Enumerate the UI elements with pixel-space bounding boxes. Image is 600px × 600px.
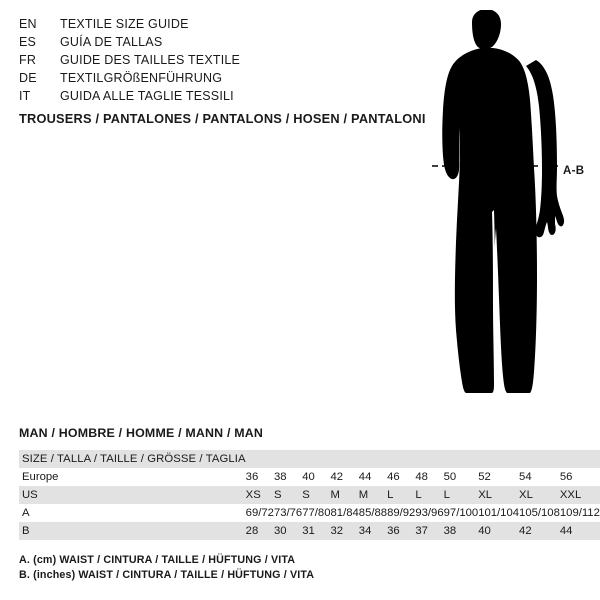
cell: 97/100 (444, 504, 479, 522)
footnote-a: A. (cm) WAIST / CINTURA / TAILLE / HÜFTUNG / VITA (19, 554, 296, 566)
cell: 46 (387, 468, 415, 486)
cell: 40 (478, 522, 519, 540)
footnote-b: B. (inches) WAIST / CINTURA / TAILLE / HÜFTUNG / VITA (19, 568, 315, 581)
cell: 32 (331, 522, 359, 540)
cell: 48 (415, 468, 443, 486)
cell: 37 (415, 522, 443, 540)
cell: 34 (359, 522, 387, 540)
language-list (19, 15, 349, 105)
cell: 81/84 (331, 504, 359, 522)
cell: 69/72 (246, 504, 274, 522)
language-text: TEXTILGRÖßENFÜHRUNG (60, 71, 223, 85)
row-label: B (19, 522, 246, 540)
cell: 31 (302, 522, 330, 540)
size-table (19, 450, 600, 540)
cell: 109/112 (560, 504, 600, 522)
row-label: SIZE / TALLA / TAILLE / GRÖSSE / TAGLIA (19, 450, 246, 468)
language-row (19, 69, 349, 87)
table-row (19, 468, 600, 486)
language-code: EN (19, 17, 37, 31)
cell: 89/92 (387, 504, 415, 522)
cell: XXL (560, 486, 600, 504)
row-label: Europe (19, 468, 246, 486)
cell: 42 (519, 522, 560, 540)
table-row (19, 522, 600, 540)
table-row (19, 504, 600, 522)
row-label: A (19, 504, 246, 522)
cell (302, 450, 330, 468)
row-label: US (19, 486, 246, 504)
language-code: IT (19, 89, 31, 103)
language-row (19, 33, 349, 51)
cell (444, 450, 479, 468)
language-code: ES (19, 35, 37, 49)
cell: S (274, 486, 302, 504)
cell: L (444, 486, 479, 504)
cell: 30 (274, 522, 302, 540)
cell: XL (519, 486, 560, 504)
language-code: DE (19, 71, 37, 85)
cell: 28 (246, 522, 274, 540)
product-title: TROUSERS / PANTALONES / PANTALONS / HOSEN / PANTALONI (19, 111, 426, 126)
cell: L (387, 486, 415, 504)
cell (331, 450, 359, 468)
cell (359, 450, 387, 468)
cell: 52 (478, 468, 519, 486)
cell: 38 (444, 522, 479, 540)
cell: 73/76 (274, 504, 302, 522)
cell: 42 (331, 468, 359, 486)
cell: 36 (387, 522, 415, 540)
cell: 93/96 (415, 504, 443, 522)
table-row (19, 450, 600, 468)
cell: 56 (560, 468, 600, 486)
language-row (19, 51, 349, 69)
language-text: GUÍA DE TALLAS (60, 35, 163, 49)
cell: 105/108 (519, 504, 560, 522)
footnotes (19, 553, 314, 582)
cell: 44 (359, 468, 387, 486)
cell: 54 (519, 468, 560, 486)
cell (274, 450, 302, 468)
language-row (19, 15, 349, 33)
cell (478, 450, 519, 468)
cell (415, 450, 443, 468)
cell: XS (246, 486, 274, 504)
cell: 50 (444, 468, 479, 486)
cell: 44 (560, 522, 600, 540)
cell: 36 (246, 468, 274, 486)
measure-label-ab: A-B (563, 165, 585, 177)
cell: M (331, 486, 359, 504)
cell (519, 450, 560, 468)
cell: 77/80 (302, 504, 330, 522)
cell: M (359, 486, 387, 504)
language-text: TEXTILE SIZE GUIDE (60, 17, 189, 31)
figure-illustration (400, 10, 600, 410)
language-code: FR (19, 53, 37, 67)
cell: 85/88 (359, 504, 387, 522)
cell (246, 450, 274, 468)
cell: 101/104 (478, 504, 519, 522)
cell: 40 (302, 468, 330, 486)
cell (387, 450, 415, 468)
cell (560, 450, 600, 468)
cell: L (415, 486, 443, 504)
language-row (19, 87, 349, 105)
man-silhouette-icon (400, 10, 600, 410)
language-text: GUIDE DES TAILLES TEXTILE (60, 53, 241, 67)
cell: 38 (274, 468, 302, 486)
cell: S (302, 486, 330, 504)
table-title: MAN / HOMBRE / HOMME / MANN / MAN (19, 426, 264, 440)
table-row (19, 486, 600, 504)
cell: XL (478, 486, 519, 504)
language-text: GUIDA ALLE TAGLIE TESSILI (60, 89, 234, 103)
